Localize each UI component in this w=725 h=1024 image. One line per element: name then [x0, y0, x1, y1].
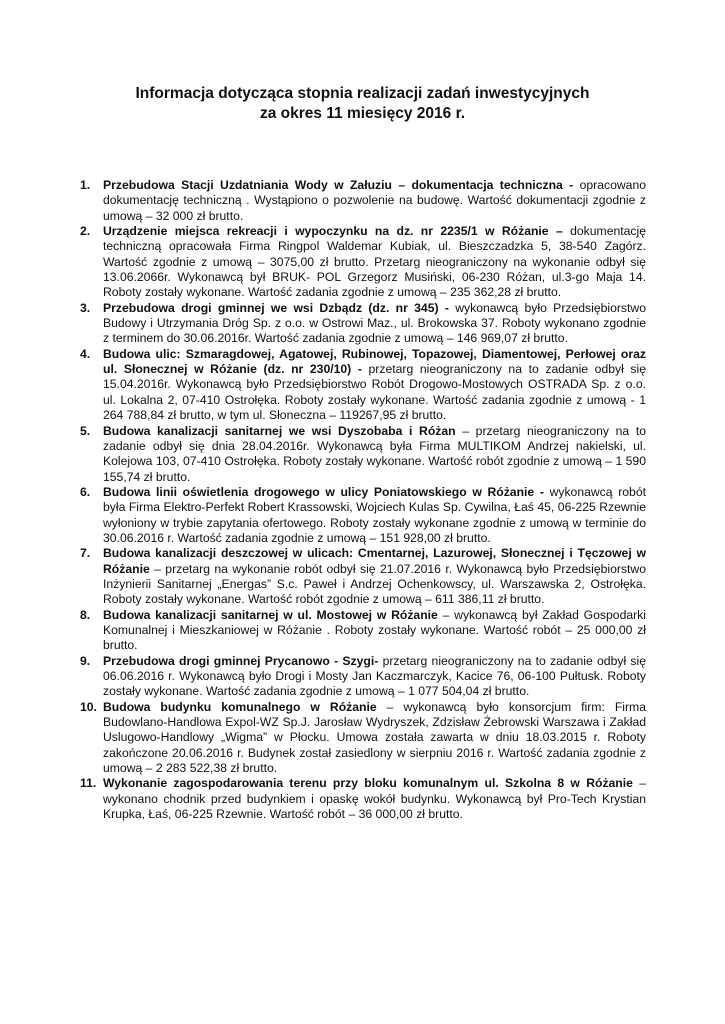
- investment-task-list: [80, 178, 646, 822]
- item-number: 7.: [80, 546, 91, 561]
- list-item: [80, 224, 646, 301]
- item-text: wykonawcą było Przedsiębiorstwo Budowy i Utrzymania Dróg Sp. z o.o. w Ostrowi Maz., ul. Brokowska 37. Roboty wykonano zgodnie z terminem do 30.06.2016r. Wartość zadania zgodnie z umową – 146 969,07 zł brutto.: [103, 300, 646, 346]
- item-number: 3.: [80, 300, 91, 315]
- item-body: [103, 178, 646, 224]
- item-number: 11.: [80, 776, 97, 791]
- item-body: [103, 608, 646, 654]
- item-body: [103, 301, 646, 347]
- list-item: [80, 654, 646, 700]
- item-number: 2.: [80, 224, 91, 239]
- list-item: [80, 178, 646, 224]
- item-number: 9.: [80, 653, 91, 668]
- item-heading: Przebudowa drogi gminnej Prycanowo - Szygi-: [103, 653, 383, 668]
- item-heading: Budowa linii oświetlenia drogowego w ulicy Poniatowskiego w Różanie -: [103, 484, 550, 499]
- item-text: wykonawcą robót była Firma Elektro-Perfekt Robert Krassowski, Wojciech Kulas Sp. Cywilna, Łaś 45, 06-225 Rzewnie wyłoniony w trybie zapytania ofertowego. Roboty zostały wykonane zgodnie z umową w terminie do 30.06.2016 r. Wartość zadania zgodnie z umową – 151 928,00 zł brutto.: [103, 484, 646, 545]
- list-item: [80, 301, 646, 347]
- document-title: [60, 84, 665, 124]
- item-text: – przetarg nieograniczony na to zadanie odbył się dnia 28.04.2016r. Wykonawcą była Firma MULTIKOM Andrzej nakielski, ul. Kolejowa 103, 07-410 Ostrołęka. Roboty zostały wykonane. Wartość robót zgodnie z umową – 1 590 155,74 zł brutto.: [103, 423, 646, 484]
- item-body: [103, 776, 646, 822]
- item-heading: Budowa kanalizacji deszczowej w ulicach: Cmentarnej, Lazurowej, Słonecznej i Tęczowej w Różanie: [103, 546, 646, 576]
- item-text: dokumentację techniczną opracowała Firma Ringpol Waldemar Kubiak, ul. Bieszczadzka 5, 38-540 Zagórz. Wartość zgodnie z umową – 3075,00 zł brutto. Przetarg nieograniczony na wykonanie odbył się 13.06.2066r. Wykonawcą był BRUK- POL Grzegorz Musiński, 06-230 Różan, ul.3-go Maja 14. Roboty zostały wykonane. Wartość zadania zgodnie z umową – 235 362,28 zł brutto.: [103, 224, 646, 300]
- item-text: – wykonawcą był Zakład Gospodarki Komunalnej i Mieszkaniowej w Różanie . Roboty zostały wykonane. Wartość robót – 25 000,00 zł brutto.: [103, 607, 646, 653]
- item-heading: Budowa kanalizacji sanitarnej w ul. Mostowej w Różanie: [103, 607, 443, 622]
- item-text: – wykonano chodnik przed budynkiem i opaskę wokół budynku. Wykonawcą był Pro-Tech Krystian Krupka, Łaś, 06-225 Rzewnie. Wartość robót – 36 000,00 zł brutto.: [103, 776, 646, 822]
- item-number: 6.: [80, 484, 91, 499]
- list-item: [80, 700, 646, 777]
- item-body: [103, 224, 646, 301]
- item-body: [103, 546, 646, 607]
- item-text: przetarg nieograniczony na to zadanie odbył się 15.04.2016r. Wykonawcą było Przedsiębiorstwo Robót Drogowo-Mostowych OSTRADA Sp. z o.o. ul. Lokalna 2, 07-410 Ostrołęka. Roboty zostały wykonane. Wartość zadania zgodnie z umową - 1 264 788,84 zł brutto, w tym ul. Słoneczna – 119267,95 zł brutto.: [103, 362, 646, 423]
- title-line-1: Informacja dotycząca stopnia realizacji zadań inwestycyjnych: [135, 85, 590, 102]
- item-number: 4.: [80, 346, 91, 361]
- item-body: [103, 485, 646, 546]
- item-text: – wykonawcą było konsorcjum firm: Firma Budowlano-Handlowa Expol-WZ Sp.J. Jarosław Wydryszek, Zdzisław Żebrowski Warszawa i Zakład Uslugowo-Handlowy „Wigma” w Płocku. Umowa została zawarta w dniu 18.03.2015 r. Roboty zakończone 20.06.2016 r. Budynek został zasiedlony w sierpniu 2016 r. Wartość zadania zgodnie z umową – 2 283 522,38 zł brutto.: [103, 699, 646, 776]
- item-text: przetarg nieograniczony na to zadanie odbył się 06.06.2016 r. Wykonawcą było Drogi i Mosty Jan Kaczmarczyk, Kacice 76, 06-100 Pułtusk. Roboty zostały wykonane. Wartość zadania zgodnie z umową – 1 077 504,04 zł brutto.: [103, 653, 647, 699]
- title-line-2: za okres 11 miesięcy 2016 r.: [259, 105, 466, 122]
- list-item: [80, 608, 646, 654]
- item-body: [103, 654, 646, 700]
- item-heading: Przebudowa Stacji Uzdatniania Wody w Załuziu – dokumentacja techniczna -: [103, 178, 580, 192]
- item-body: [103, 424, 646, 485]
- item-text: opracowano dokumentację techniczną . Wystąpiono o pozwolenie na budowę. Wartość dokumentacji zgodnie z umową – 32 000 zł brutto.: [103, 178, 646, 223]
- list-item: [80, 424, 646, 485]
- item-heading: Wykonanie zagospodarowania terenu przy bloku komunalnym ul. Szkolna 8 w Różanie: [103, 776, 640, 791]
- item-text: – przetarg na wykonanie robót odbył się 21.07.2016 r. Wykonawcą było Przedsiębiorstwo Inżynierii Sanitarnej „Energas” S.c. Paweł i Andrzej Ochenkowscy, ul. Warszawska 2, Ostrołęka. Roboty zostały wykonane. Wartość robót zgodnie z umową – 611 386,11 zł brutto.: [103, 561, 646, 607]
- item-number: 1.: [80, 178, 91, 192]
- item-heading: Urządzenie miejsca rekreacji i wypoczynku na dz. nr 2235/1 w Różanie –: [103, 224, 571, 239]
- item-heading: Budowa kanalizacji sanitarnej we wsi Dyszobaba i Różan: [103, 423, 463, 438]
- item-number: 10.: [80, 699, 97, 714]
- item-body: [103, 347, 646, 424]
- item-heading: Budowa budynku komunalnego w Różanie: [103, 699, 387, 714]
- item-heading: Przebudowa drogi gminnej we wsi Dzbądz (dz. nr 345) -: [103, 300, 456, 315]
- list-item: [80, 546, 646, 607]
- list-item: [80, 347, 646, 424]
- item-heading: Budowa ulic: Szmaragdowej, Agatowej, Rubinowej, Topazowej, Diamentowej, Perłowej oraz ul. Słonecznej w Różanie (dz. nr 230/10) -: [103, 346, 646, 377]
- item-body: [103, 700, 646, 777]
- list-item: [80, 485, 646, 546]
- item-number: 5.: [80, 423, 91, 438]
- list-item: [80, 776, 646, 822]
- item-number: 8.: [80, 607, 91, 622]
